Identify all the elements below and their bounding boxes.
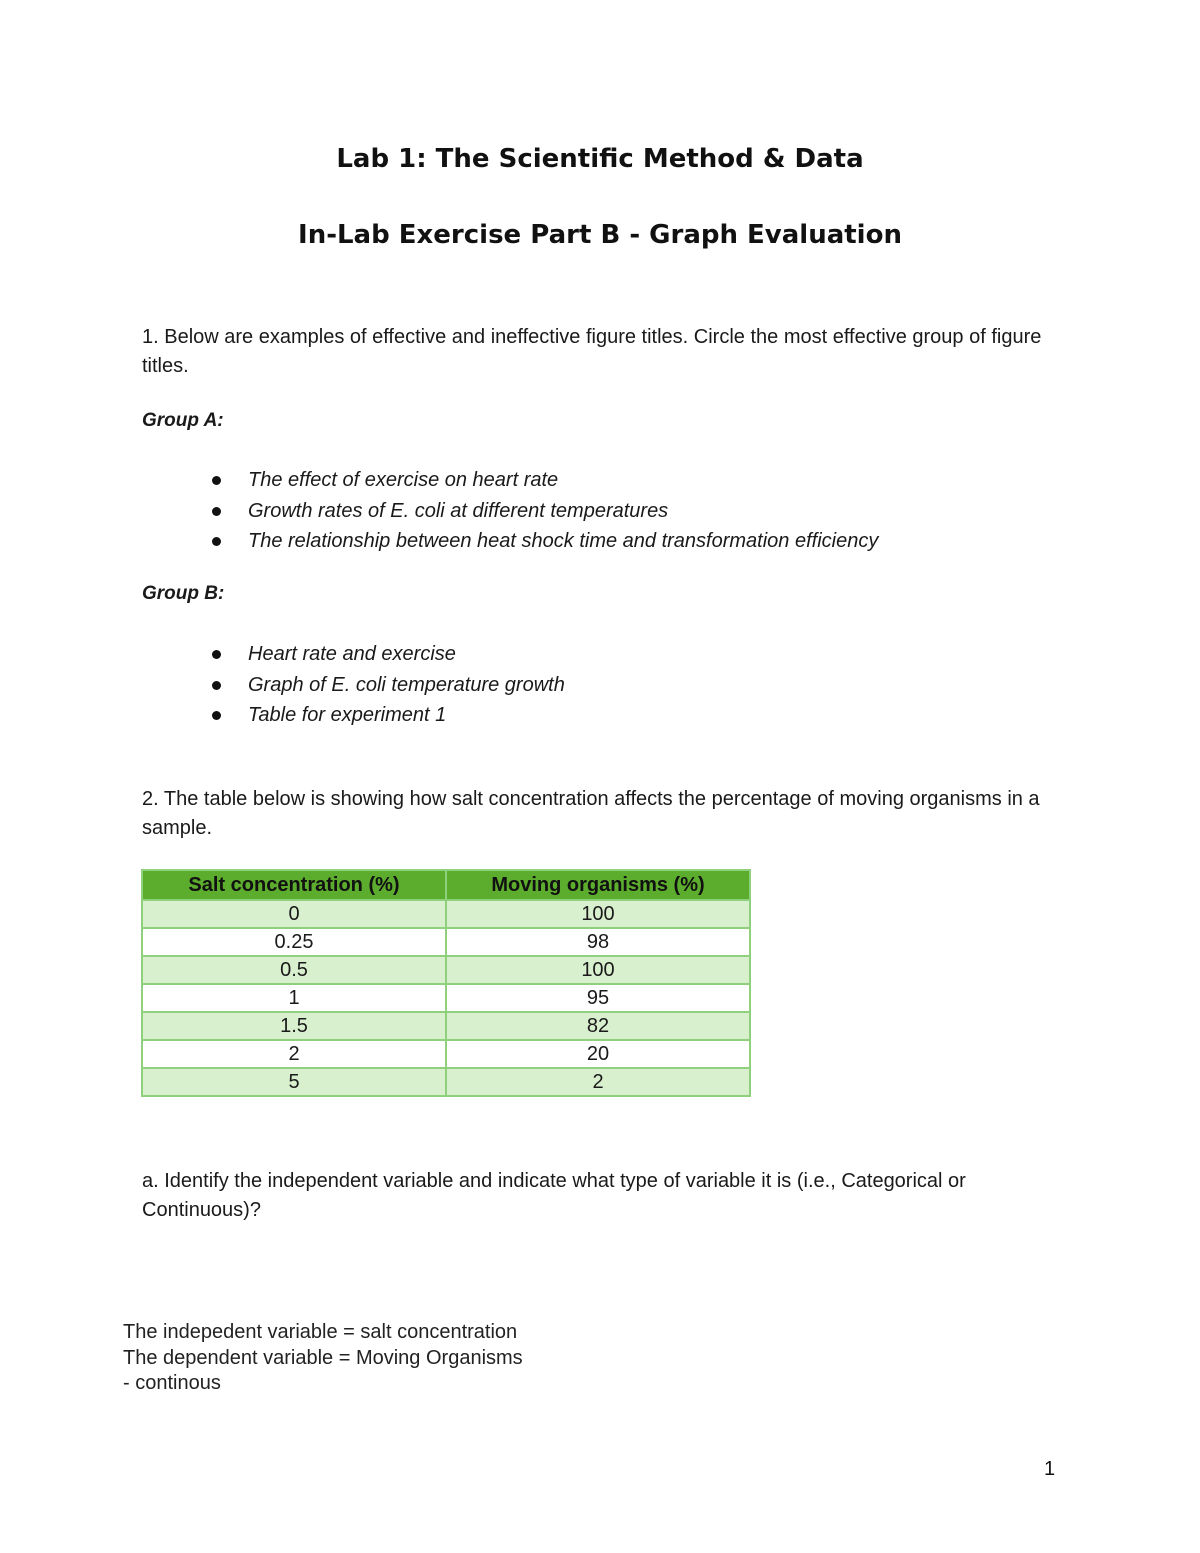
table-row	[142, 956, 750, 984]
table-cell: 1.5	[142, 1012, 446, 1040]
bullet-icon	[212, 681, 221, 690]
bullet-icon	[212, 711, 221, 720]
group-b-label: Group B:	[142, 583, 225, 604]
answer-line: The dependent variable = Moving Organisms	[123, 1346, 523, 1369]
table-row	[142, 984, 750, 1012]
table-row	[142, 1068, 750, 1096]
table-cell: 1	[142, 984, 446, 1012]
list-item-text: Growth rates of E. coli at different temperatures	[248, 499, 669, 522]
list-item	[200, 639, 565, 670]
group-a-label: Group A:	[142, 410, 224, 431]
bullet-icon	[212, 507, 221, 516]
bullet-icon	[212, 650, 221, 659]
table-cell: 100	[446, 900, 750, 928]
answer-text-block	[123, 1320, 523, 1397]
list-item-text: Heart rate and exercise	[248, 643, 456, 665]
table-row	[142, 900, 750, 928]
bullet-icon	[212, 537, 221, 546]
question-2a-text: a. Identify the independent variable and indicate what type of variable it is (i.e., Categorical or Continuous)?	[142, 1170, 966, 1221]
page-title: Lab 1: The Scientific Method & Data	[336, 144, 864, 174]
table-cell: 82	[446, 1012, 750, 1040]
column-header-salt-concentration: Salt concentration (%)	[142, 870, 446, 900]
question-1-text: 1. Below are examples of effective and ineffective figure titles. Circle the most effective group of figure titles.	[142, 326, 1042, 377]
list-item	[200, 670, 565, 701]
table-cell: 2	[446, 1068, 750, 1096]
column-header-moving-organisms: Moving organisms (%)	[446, 870, 750, 900]
table-cell: 0	[142, 900, 446, 928]
table-cell: 5	[142, 1068, 446, 1096]
salt-concentration-table	[141, 869, 751, 1097]
table-cell: 0.5	[142, 956, 446, 984]
list-item-text: Table for experiment 1	[248, 704, 447, 726]
table-row	[142, 1040, 750, 1068]
table-cell: 20	[446, 1040, 750, 1068]
answer-line: - continous	[123, 1372, 221, 1394]
list-item-text: The relationship between heat shock time and transformation efficiency	[248, 530, 879, 552]
list-item	[200, 526, 878, 557]
page-subtitle: In-Lab Exercise Part B - Graph Evaluation	[298, 220, 902, 250]
table-header-row	[142, 870, 750, 900]
list-item	[200, 700, 565, 731]
table-cell: 98	[446, 928, 750, 956]
list-item	[200, 496, 878, 527]
table-cell: 95	[446, 984, 750, 1012]
table-cell: 0.25	[142, 928, 446, 956]
table-row	[142, 1012, 750, 1040]
list-item	[200, 465, 878, 496]
table-cell: 2	[142, 1040, 446, 1068]
question-2-text: 2. The table below is showing how salt concentration affects the percentage of moving organisms in a sample.	[142, 788, 1040, 839]
page-number: 1	[1044, 1458, 1056, 1480]
group-a-list	[200, 465, 878, 557]
table-cell: 100	[446, 956, 750, 984]
list-item-text: The effect of exercise on heart rate	[248, 469, 559, 491]
table-row	[142, 928, 750, 956]
bullet-icon	[212, 476, 221, 485]
group-b-list	[200, 639, 565, 731]
answer-line: The indepedent variable = salt concentration	[123, 1321, 518, 1343]
list-item-text: Graph of E. coli temperature growth	[248, 673, 565, 696]
